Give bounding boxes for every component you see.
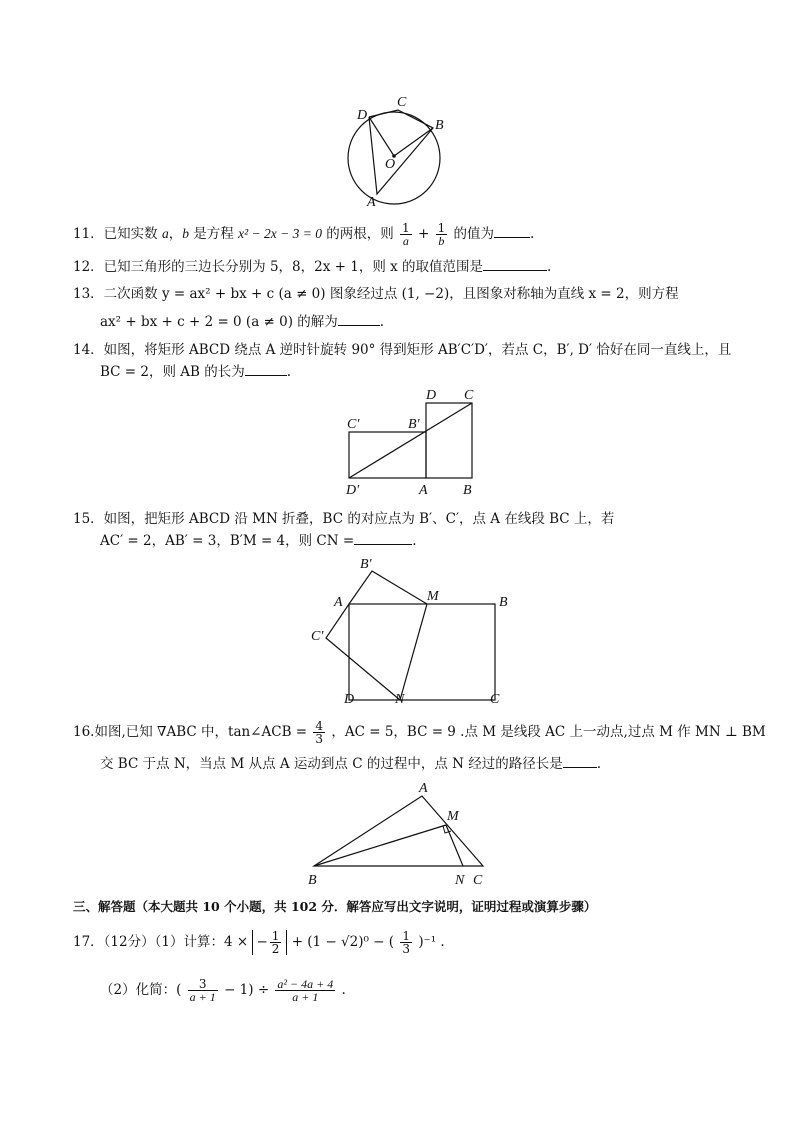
circle-figure — [340, 90, 450, 210]
answer-blank[interactable] — [494, 225, 530, 238]
label-B: B — [308, 873, 317, 888]
label-O: O — [385, 157, 396, 172]
rectangle-fold-figure — [305, 552, 520, 710]
label-D-prime: D′ — [346, 483, 360, 498]
label-C-prime: C′ — [311, 629, 324, 644]
label-A: A — [367, 195, 376, 210]
answer-blank[interactable] — [338, 313, 380, 326]
label-A: A — [334, 595, 343, 610]
label-M: M — [447, 809, 459, 824]
absolute-value: − $\frac{1}{2}$ — [252, 930, 287, 955]
answer-blank[interactable] — [483, 258, 547, 271]
question-16-line1: 16.如图,已知 ∇ABC 中，tan∠ACB = $\frac{4}{3}$ ，AC = 5，BC = 9 .点 M 是线段 AC 上一动点,过点 M 作 MN ⊥ BM — [73, 719, 766, 746]
fraction-4-over-3: $\frac{4}{3}$ — [315, 719, 324, 746]
answer-blank[interactable] — [563, 755, 597, 768]
question-13-line2: ax² + bx + c + 2 = 0 (a ≠ 0) 的解为 . — [100, 314, 385, 330]
label-B: B — [463, 483, 472, 498]
label-B-prime: B′ — [408, 417, 420, 432]
question-17-part1: 17．（12分）（1）计算：4 × − $\frac{1}{2}$ + (1 − √2)⁰ − ( $\frac{1}{3}$ )⁻¹ . — [73, 929, 445, 956]
question-14-line1: 14．如图，将矩形 ABCD 绕点 A 逆时针旋转 90° 得到矩形 AB′C′D′，若点 C，B′, D′ 恰好在同一直线上，且 — [73, 342, 732, 358]
question-16-line2: 交 BC 于点 N，当点 M 从点 A 运动到点 C 的过程中，点 N 经过的路径长是 . — [100, 756, 602, 772]
fraction-quadratic: $\frac{\text{a² − 4a + 4}}{a + 1}$ — [277, 977, 334, 1004]
section-3-heading: 三、解答题（本大题共 10 个小题，共 102 分．解答应写出文字说明，证明过程或演算步骤） — [73, 899, 597, 914]
label-B: B — [499, 595, 508, 610]
fraction-3-over-a-plus-1: $\frac{3}{a + 1}$ — [189, 977, 216, 1004]
question-15-line1: 15．如图，把矩形 ABCD 沿 MN 折叠，BC 的对应点为 B′、C′，点 A 在线段 BC 上，若 — [73, 511, 615, 527]
fraction-1-over-3: $\frac{1}{3}$ — [402, 929, 411, 956]
question-12: 12．已知三角形的三边长分别为 5，8，2x + 1，则 x 的取值范围是 . — [73, 259, 552, 275]
label-A: A — [419, 483, 428, 498]
label-D: D — [426, 388, 437, 403]
label-D: D — [344, 692, 355, 707]
label-N: N — [455, 873, 465, 888]
label-C: C — [473, 873, 483, 888]
label-C: C — [397, 95, 407, 110]
label-B: B — [435, 118, 444, 133]
question-13-line1: 13．二次函数 y = ax² + bx + c (a ≠ 0) 图象经过点 (1, −2)，且图象对称轴为直线 x = 2，则方程 — [73, 286, 679, 302]
label-A: A — [419, 781, 428, 796]
label-C: C — [464, 388, 474, 403]
rectangle-rotation-figure — [340, 385, 490, 500]
label-C-prime: C′ — [347, 417, 360, 432]
question-15-line2: AC′ = 2，AB′ = 3，B′M = 4，则 CN = . — [100, 533, 417, 549]
triangle-figure — [305, 778, 495, 888]
fraction-1-over-b: $\frac{1}{b}$ — [437, 221, 446, 248]
answer-blank[interactable] — [245, 363, 287, 376]
label-M: M — [427, 589, 439, 604]
label-D: D — [357, 108, 368, 123]
question-14-line2: BC = 2，则 AB 的长为 . — [100, 364, 292, 380]
question-11: 11．已知实数 a，b 是方程 x² − 2x − 3 = 0 的两根，则 $\frac{1}{a}$ + $\frac{1}{b}$ 的值为 . — [73, 221, 535, 248]
label-N: N — [395, 692, 405, 707]
label-B-prime: B′ — [360, 557, 372, 572]
fraction-1-over-a: $\frac{1}{a}$ — [402, 221, 410, 248]
question-17-part2: （2）化简：( $\frac{3}{a + 1}$ − 1) ÷ $\frac{\text{a² − 4a + 4}}{a + 1}$ . — [100, 977, 346, 1004]
answer-blank[interactable] — [354, 532, 412, 545]
label-C: C — [490, 692, 500, 707]
